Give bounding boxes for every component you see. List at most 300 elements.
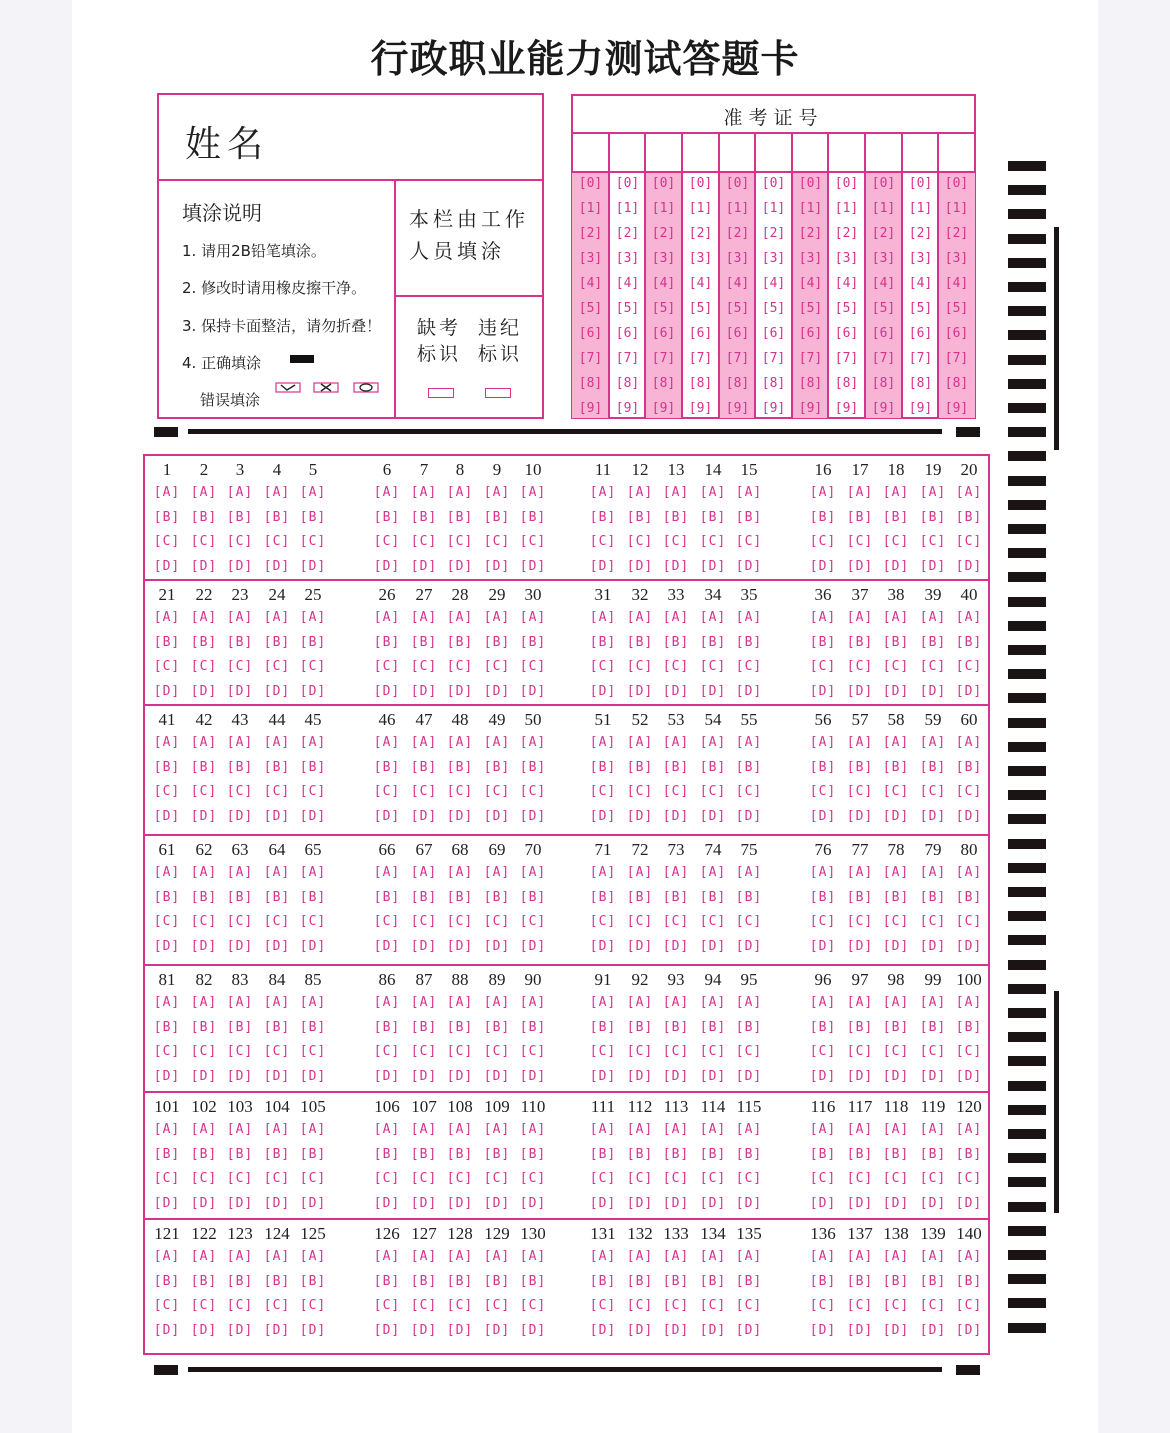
exam-id-digit-bubble[interactable]: [9] <box>651 401 676 416</box>
answer-bubble[interactable]: [C] <box>190 1298 218 1313</box>
answer-bubble[interactable]: [A] <box>589 610 617 625</box>
answer-bubble[interactable]: [A] <box>919 485 947 500</box>
exam-id-digit-bubble[interactable]: [6] <box>615 326 640 341</box>
violation-mark-box[interactable] <box>485 388 511 398</box>
answer-bubble[interactable]: [D] <box>299 938 327 954</box>
exam-id-digit-bubble[interactable]: [6] <box>578 326 603 341</box>
answer-bubble[interactable]: [D] <box>735 1322 763 1338</box>
exam-id-digit-bubble[interactable]: [7] <box>761 351 786 366</box>
answer-bubble[interactable]: [A] <box>519 995 547 1010</box>
answer-bubble[interactable]: [B] <box>263 759 291 775</box>
answer-bubble[interactable]: [D] <box>190 808 218 824</box>
answer-bubble[interactable]: [B] <box>882 1019 910 1035</box>
answer-bubble[interactable]: [D] <box>446 683 474 699</box>
answer-bubble[interactable]: [A] <box>809 735 837 750</box>
answer-bubble[interactable]: [B] <box>662 1146 690 1162</box>
exam-id-write-cell[interactable] <box>938 133 975 171</box>
answer-bubble[interactable]: [D] <box>446 1068 474 1084</box>
answer-bubble[interactable]: [C] <box>589 914 617 929</box>
exam-id-digit-bubble[interactable]: [8] <box>834 376 859 391</box>
answer-bubble[interactable]: [A] <box>226 735 254 750</box>
answer-bubble[interactable]: [D] <box>589 1195 617 1211</box>
answer-bubble[interactable]: [A] <box>299 865 327 880</box>
answer-bubble[interactable]: [A] <box>226 1122 254 1137</box>
answer-bubble[interactable]: [C] <box>735 1298 763 1313</box>
exam-id-digit-bubble[interactable]: [7] <box>615 351 640 366</box>
answer-bubble[interactable]: [C] <box>735 914 763 929</box>
answer-bubble[interactable]: [C] <box>226 1044 254 1059</box>
answer-bubble[interactable]: [B] <box>373 1019 401 1035</box>
answer-bubble[interactable]: [A] <box>809 995 837 1010</box>
answer-bubble[interactable]: [C] <box>299 1044 327 1059</box>
answer-bubble[interactable]: [D] <box>626 1195 654 1211</box>
exam-id-digit-bubble[interactable]: [6] <box>761 326 786 341</box>
exam-id-digit-bubble[interactable]: [0] <box>834 176 859 191</box>
answer-bubble[interactable]: [B] <box>809 1019 837 1035</box>
answer-bubble[interactable]: [A] <box>446 485 474 500</box>
answer-bubble[interactable]: [D] <box>699 938 727 954</box>
answer-bubble[interactable]: [A] <box>699 865 727 880</box>
answer-bubble[interactable]: [B] <box>699 1146 727 1162</box>
answer-bubble[interactable]: [A] <box>299 610 327 625</box>
answer-bubble[interactable]: [B] <box>662 1273 690 1289</box>
answer-bubble[interactable]: [A] <box>483 610 511 625</box>
exam-id-digit-bubble[interactable]: [1] <box>944 201 969 216</box>
answer-bubble[interactable]: [A] <box>190 735 218 750</box>
answer-bubble[interactable]: [B] <box>809 1146 837 1162</box>
answer-bubble[interactable]: [D] <box>846 558 874 574</box>
answer-bubble[interactable]: [A] <box>662 1249 690 1264</box>
exam-id-digit-bubble[interactable]: [4] <box>908 276 933 291</box>
exam-id-digit-bubble[interactable]: [5] <box>578 301 603 316</box>
answer-bubble[interactable]: [D] <box>846 1322 874 1338</box>
answer-bubble[interactable]: [B] <box>153 1019 181 1035</box>
answer-bubble[interactable]: [A] <box>955 735 983 750</box>
exam-id-digit-bubble[interactable]: [4] <box>725 276 750 291</box>
answer-bubble[interactable]: [D] <box>190 683 218 699</box>
answer-bubble[interactable]: [C] <box>410 784 438 799</box>
answer-bubble[interactable]: [B] <box>955 1019 983 1035</box>
answer-bubble[interactable]: [D] <box>735 1195 763 1211</box>
answer-bubble[interactable]: [A] <box>809 1122 837 1137</box>
absent-mark-box[interactable] <box>428 388 454 398</box>
answer-bubble[interactable]: [D] <box>735 938 763 954</box>
exam-id-digit-bubble[interactable]: [6] <box>834 326 859 341</box>
answer-bubble[interactable]: [D] <box>626 683 654 699</box>
answer-bubble[interactable]: [A] <box>299 995 327 1010</box>
exam-id-digit-bubble[interactable]: [5] <box>761 301 786 316</box>
answer-bubble[interactable]: [D] <box>809 808 837 824</box>
answer-bubble[interactable]: [A] <box>190 1249 218 1264</box>
answer-bubble[interactable]: [A] <box>446 735 474 750</box>
answer-bubble[interactable]: [C] <box>662 659 690 674</box>
answer-bubble[interactable]: [B] <box>373 1146 401 1162</box>
answer-bubble[interactable]: [A] <box>662 735 690 750</box>
answer-bubble[interactable]: [C] <box>699 534 727 549</box>
exam-id-digit-bubble[interactable]: [9] <box>578 401 603 416</box>
answer-bubble[interactable]: [C] <box>919 1298 947 1313</box>
exam-id-digit-bubble[interactable]: [9] <box>871 401 896 416</box>
answer-bubble[interactable]: [B] <box>662 759 690 775</box>
answer-bubble[interactable]: [C] <box>190 1044 218 1059</box>
answer-bubble[interactable]: [B] <box>589 1146 617 1162</box>
answer-bubble[interactable]: [B] <box>735 509 763 525</box>
exam-id-digit-bubble[interactable]: [3] <box>688 251 713 266</box>
exam-id-digit-bubble[interactable]: [3] <box>798 251 823 266</box>
exam-id-digit-bubble[interactable]: [8] <box>871 376 896 391</box>
answer-bubble[interactable]: [B] <box>190 1146 218 1162</box>
answer-bubble[interactable]: [C] <box>735 1044 763 1059</box>
answer-bubble[interactable]: [C] <box>299 1298 327 1313</box>
exam-id-digit-bubble[interactable]: [5] <box>944 301 969 316</box>
answer-bubble[interactable]: [A] <box>373 1122 401 1137</box>
answer-bubble[interactable]: [C] <box>483 534 511 549</box>
answer-bubble[interactable]: [A] <box>662 865 690 880</box>
answer-bubble[interactable]: [D] <box>446 938 474 954</box>
answer-bubble[interactable]: [C] <box>626 659 654 674</box>
exam-id-digit-bubble[interactable]: [3] <box>834 251 859 266</box>
exam-id-digit-bubble[interactable]: [9] <box>725 401 750 416</box>
answer-bubble[interactable]: [D] <box>446 1195 474 1211</box>
exam-id-write-cell[interactable] <box>609 133 646 171</box>
exam-id-write-cell[interactable] <box>682 133 719 171</box>
answer-bubble[interactable]: [C] <box>955 784 983 799</box>
answer-bubble[interactable]: [C] <box>589 659 617 674</box>
answer-bubble[interactable]: [C] <box>699 1044 727 1059</box>
answer-bubble[interactable]: [A] <box>446 610 474 625</box>
answer-bubble[interactable]: [D] <box>882 1068 910 1084</box>
answer-bubble[interactable]: [D] <box>809 558 837 574</box>
answer-bubble[interactable]: [A] <box>373 865 401 880</box>
answer-bubble[interactable]: [D] <box>226 1195 254 1211</box>
answer-bubble[interactable]: [C] <box>809 534 837 549</box>
exam-id-digit-bubble[interactable]: [4] <box>651 276 676 291</box>
answer-bubble[interactable]: [B] <box>626 1019 654 1035</box>
answer-bubble[interactable]: [C] <box>882 784 910 799</box>
answer-bubble[interactable]: [C] <box>446 1298 474 1313</box>
answer-bubble[interactable]: [D] <box>299 1322 327 1338</box>
answer-bubble[interactable]: [A] <box>373 735 401 750</box>
answer-bubble[interactable]: [C] <box>410 534 438 549</box>
answer-bubble[interactable]: [B] <box>226 889 254 905</box>
answer-bubble[interactable]: [C] <box>410 1298 438 1313</box>
answer-bubble[interactable]: [C] <box>190 659 218 674</box>
answer-bubble[interactable]: [C] <box>882 1044 910 1059</box>
answer-bubble[interactable]: [B] <box>699 1019 727 1035</box>
answer-bubble[interactable]: [D] <box>483 1068 511 1084</box>
answer-bubble[interactable]: [B] <box>410 889 438 905</box>
answer-bubble[interactable]: [C] <box>919 659 947 674</box>
exam-id-digit-bubble[interactable]: [6] <box>651 326 676 341</box>
answer-bubble[interactable]: [D] <box>153 938 181 954</box>
answer-bubble[interactable]: [A] <box>699 995 727 1010</box>
answer-bubble[interactable]: [B] <box>373 509 401 525</box>
answer-bubble[interactable]: [C] <box>846 914 874 929</box>
answer-bubble[interactable]: [D] <box>373 808 401 824</box>
answer-bubble[interactable]: [A] <box>483 1249 511 1264</box>
answer-bubble[interactable]: [A] <box>919 610 947 625</box>
answer-bubble[interactable]: [D] <box>662 938 690 954</box>
exam-id-digit-bubble[interactable]: [8] <box>798 376 823 391</box>
exam-id-digit-bubble[interactable]: [4] <box>688 276 713 291</box>
answer-bubble[interactable]: [B] <box>373 634 401 650</box>
answer-bubble[interactable]: [B] <box>809 759 837 775</box>
answer-bubble[interactable]: [B] <box>809 509 837 525</box>
answer-bubble[interactable]: [B] <box>846 1019 874 1035</box>
answer-bubble[interactable]: [A] <box>589 1249 617 1264</box>
answer-bubble[interactable]: [B] <box>263 889 291 905</box>
answer-bubble[interactable]: [B] <box>699 1273 727 1289</box>
answer-bubble[interactable]: [A] <box>735 1249 763 1264</box>
answer-bubble[interactable]: [C] <box>662 534 690 549</box>
answer-bubble[interactable]: [B] <box>446 1273 474 1289</box>
exam-id-digit-bubble[interactable]: [2] <box>798 226 823 241</box>
answer-bubble[interactable]: [C] <box>662 1171 690 1186</box>
answer-bubble[interactable]: [A] <box>446 995 474 1010</box>
answer-bubble[interactable]: [B] <box>846 759 874 775</box>
answer-bubble[interactable]: [B] <box>662 889 690 905</box>
answer-bubble[interactable]: [D] <box>373 683 401 699</box>
exam-id-write-cell[interactable] <box>902 133 939 171</box>
answer-bubble[interactable]: [C] <box>373 1044 401 1059</box>
answer-bubble[interactable]: [B] <box>955 1146 983 1162</box>
answer-bubble[interactable]: [C] <box>299 1171 327 1186</box>
exam-id-digit-bubble[interactable]: [4] <box>761 276 786 291</box>
answer-bubble[interactable]: [D] <box>483 1195 511 1211</box>
answer-bubble[interactable]: [A] <box>299 485 327 500</box>
answer-bubble[interactable]: [C] <box>410 659 438 674</box>
answer-bubble[interactable]: [A] <box>153 735 181 750</box>
answer-bubble[interactable]: [A] <box>955 1249 983 1264</box>
exam-id-digit-bubble[interactable]: [1] <box>688 201 713 216</box>
answer-bubble[interactable]: [A] <box>519 1122 547 1137</box>
exam-id-digit-bubble[interactable]: [5] <box>908 301 933 316</box>
answer-bubble[interactable]: [C] <box>626 1171 654 1186</box>
answer-bubble[interactable]: [D] <box>519 1068 547 1084</box>
exam-id-digit-bubble[interactable]: [9] <box>834 401 859 416</box>
answer-bubble[interactable]: [A] <box>153 1122 181 1137</box>
answer-bubble[interactable]: [D] <box>153 1195 181 1211</box>
answer-bubble[interactable]: [A] <box>846 735 874 750</box>
exam-id-digit-bubble[interactable]: [7] <box>944 351 969 366</box>
answer-bubble[interactable]: [D] <box>263 1068 291 1084</box>
answer-bubble[interactable]: [C] <box>519 914 547 929</box>
answer-bubble[interactable]: [D] <box>519 683 547 699</box>
answer-bubble[interactable]: [A] <box>153 485 181 500</box>
answer-bubble[interactable]: [D] <box>626 558 654 574</box>
exam-id-digit-bubble[interactable]: [6] <box>725 326 750 341</box>
answer-bubble[interactable]: [A] <box>699 610 727 625</box>
answer-bubble[interactable]: [B] <box>809 634 837 650</box>
answer-bubble[interactable]: [A] <box>626 735 654 750</box>
answer-bubble[interactable]: [C] <box>299 659 327 674</box>
answer-bubble[interactable]: [D] <box>263 558 291 574</box>
answer-bubble[interactable]: [A] <box>519 610 547 625</box>
answer-bubble[interactable]: [D] <box>410 1068 438 1084</box>
answer-bubble[interactable]: [D] <box>589 683 617 699</box>
answer-bubble[interactable]: [C] <box>919 1044 947 1059</box>
answer-bubble[interactable]: [D] <box>373 1195 401 1211</box>
answer-bubble[interactable]: [C] <box>882 534 910 549</box>
answer-bubble[interactable]: [C] <box>919 534 947 549</box>
answer-bubble[interactable]: [C] <box>226 914 254 929</box>
answer-bubble[interactable]: [C] <box>919 1171 947 1186</box>
answer-bubble[interactable]: [A] <box>153 1249 181 1264</box>
answer-bubble[interactable]: [B] <box>589 759 617 775</box>
answer-bubble[interactable]: [C] <box>263 1298 291 1313</box>
answer-bubble[interactable]: [D] <box>919 1322 947 1338</box>
answer-bubble[interactable]: [C] <box>626 914 654 929</box>
answer-bubble[interactable]: [A] <box>410 735 438 750</box>
answer-bubble[interactable]: [D] <box>446 808 474 824</box>
answer-bubble[interactable]: [B] <box>263 1019 291 1035</box>
answer-bubble[interactable]: [B] <box>519 759 547 775</box>
answer-bubble[interactable]: [D] <box>153 683 181 699</box>
answer-bubble[interactable]: [A] <box>263 1249 291 1264</box>
answer-bubble[interactable]: [C] <box>955 1171 983 1186</box>
exam-id-digit-bubble[interactable]: [0] <box>761 176 786 191</box>
answer-bubble[interactable]: [D] <box>190 558 218 574</box>
answer-bubble[interactable]: [D] <box>263 1322 291 1338</box>
answer-bubble[interactable]: [C] <box>589 1171 617 1186</box>
answer-bubble[interactable]: [A] <box>373 1249 401 1264</box>
answer-bubble[interactable]: [A] <box>410 995 438 1010</box>
exam-id-digit-bubble[interactable]: [7] <box>908 351 933 366</box>
answer-bubble[interactable]: [A] <box>190 995 218 1010</box>
answer-bubble[interactable]: [D] <box>190 938 218 954</box>
answer-bubble[interactable]: [B] <box>919 1146 947 1162</box>
answer-bubble[interactable]: [D] <box>626 808 654 824</box>
answer-bubble[interactable]: [A] <box>446 1249 474 1264</box>
answer-bubble[interactable]: [A] <box>882 485 910 500</box>
answer-bubble[interactable]: [B] <box>882 1273 910 1289</box>
answer-bubble[interactable]: [A] <box>446 865 474 880</box>
answer-bubble[interactable]: [C] <box>483 1171 511 1186</box>
answer-bubble[interactable]: [C] <box>662 1044 690 1059</box>
answer-bubble[interactable]: [B] <box>483 509 511 525</box>
exam-id-digit-bubble[interactable]: [7] <box>725 351 750 366</box>
answer-bubble[interactable]: [B] <box>483 1146 511 1162</box>
answer-bubble[interactable]: [B] <box>190 509 218 525</box>
answer-bubble[interactable]: [D] <box>373 938 401 954</box>
answer-bubble[interactable]: [C] <box>299 914 327 929</box>
answer-bubble[interactable]: [D] <box>955 1195 983 1211</box>
answer-bubble[interactable]: [D] <box>735 1068 763 1084</box>
answer-bubble[interactable]: [A] <box>735 485 763 500</box>
exam-id-digit-bubble[interactable]: [7] <box>834 351 859 366</box>
exam-id-digit-bubble[interactable]: [8] <box>908 376 933 391</box>
answer-bubble[interactable]: [B] <box>919 759 947 775</box>
answer-bubble[interactable]: [C] <box>373 1298 401 1313</box>
answer-bubble[interactable]: [C] <box>735 784 763 799</box>
answer-bubble[interactable]: [B] <box>626 1273 654 1289</box>
answer-bubble[interactable]: [C] <box>662 914 690 929</box>
answer-bubble[interactable]: [B] <box>373 1273 401 1289</box>
answer-bubble[interactable]: [A] <box>735 865 763 880</box>
exam-id-digit-bubble[interactable]: [1] <box>908 201 933 216</box>
answer-bubble[interactable]: [B] <box>626 759 654 775</box>
answer-bubble[interactable]: [D] <box>410 938 438 954</box>
exam-id-digit-bubble[interactable]: [5] <box>834 301 859 316</box>
answer-bubble[interactable]: [C] <box>226 1298 254 1313</box>
answer-bubble[interactable]: [D] <box>809 683 837 699</box>
answer-bubble[interactable]: [C] <box>373 534 401 549</box>
answer-bubble[interactable]: [C] <box>589 1298 617 1313</box>
answer-bubble[interactable]: [A] <box>626 1122 654 1137</box>
answer-bubble[interactable]: [D] <box>226 938 254 954</box>
answer-bubble[interactable]: [B] <box>955 759 983 775</box>
answer-bubble[interactable]: [B] <box>299 759 327 775</box>
answer-bubble[interactable]: [D] <box>626 1068 654 1084</box>
exam-id-digit-bubble[interactable]: [3] <box>578 251 603 266</box>
exam-id-digit-bubble[interactable]: [2] <box>871 226 896 241</box>
exam-id-write-cell[interactable] <box>755 133 792 171</box>
answer-bubble[interactable]: [C] <box>226 1171 254 1186</box>
answer-bubble[interactable]: [D] <box>735 683 763 699</box>
answer-bubble[interactable]: [B] <box>699 759 727 775</box>
answer-bubble[interactable]: [B] <box>519 1273 547 1289</box>
answer-bubble[interactable]: [A] <box>446 1122 474 1137</box>
answer-bubble[interactable]: [D] <box>483 558 511 574</box>
answer-bubble[interactable]: [B] <box>626 634 654 650</box>
answer-bubble[interactable]: [C] <box>153 784 181 799</box>
answer-bubble[interactable]: [B] <box>299 889 327 905</box>
answer-bubble[interactable]: [A] <box>153 865 181 880</box>
answer-bubble[interactable]: [C] <box>446 534 474 549</box>
answer-bubble[interactable]: [D] <box>809 1322 837 1338</box>
answer-bubble[interactable]: [D] <box>410 683 438 699</box>
answer-bubble[interactable]: [A] <box>483 735 511 750</box>
answer-bubble[interactable]: [A] <box>626 995 654 1010</box>
answer-bubble[interactable]: [B] <box>299 634 327 650</box>
answer-bubble[interactable]: [A] <box>373 995 401 1010</box>
answer-bubble[interactable]: [C] <box>190 534 218 549</box>
answer-bubble[interactable]: [A] <box>882 995 910 1010</box>
answer-bubble[interactable]: [D] <box>190 1068 218 1084</box>
answer-bubble[interactable]: [D] <box>882 808 910 824</box>
answer-bubble[interactable]: [D] <box>589 808 617 824</box>
answer-bubble[interactable]: [A] <box>190 1122 218 1137</box>
answer-bubble[interactable]: [C] <box>955 1044 983 1059</box>
answer-bubble[interactable]: [A] <box>662 485 690 500</box>
answer-bubble[interactable]: [D] <box>483 683 511 699</box>
answer-bubble[interactable]: [B] <box>919 1273 947 1289</box>
answer-bubble[interactable]: [A] <box>919 1122 947 1137</box>
answer-bubble[interactable]: [D] <box>410 558 438 574</box>
exam-id-digit-bubble[interactable]: [1] <box>871 201 896 216</box>
answer-bubble[interactable]: [C] <box>446 659 474 674</box>
answer-bubble[interactable]: [B] <box>626 509 654 525</box>
exam-id-digit-bubble[interactable]: [3] <box>725 251 750 266</box>
answer-bubble[interactable]: [C] <box>483 1298 511 1313</box>
answer-bubble[interactable]: [A] <box>483 485 511 500</box>
exam-id-digit-bubble[interactable]: [6] <box>908 326 933 341</box>
answer-bubble[interactable]: [A] <box>483 995 511 1010</box>
exam-id-digit-bubble[interactable]: [4] <box>615 276 640 291</box>
answer-bubble[interactable]: [C] <box>483 784 511 799</box>
exam-id-digit-bubble[interactable]: [1] <box>615 201 640 216</box>
answer-bubble[interactable]: [B] <box>699 509 727 525</box>
answer-bubble[interactable]: [D] <box>955 1068 983 1084</box>
answer-bubble[interactable]: [B] <box>955 509 983 525</box>
answer-bubble[interactable]: [A] <box>809 610 837 625</box>
answer-bubble[interactable]: [D] <box>919 558 947 574</box>
answer-bubble[interactable]: [D] <box>519 808 547 824</box>
answer-bubble[interactable]: [C] <box>699 784 727 799</box>
answer-bubble[interactable]: [D] <box>483 1322 511 1338</box>
answer-bubble[interactable]: [B] <box>955 889 983 905</box>
answer-bubble[interactable]: [D] <box>589 938 617 954</box>
